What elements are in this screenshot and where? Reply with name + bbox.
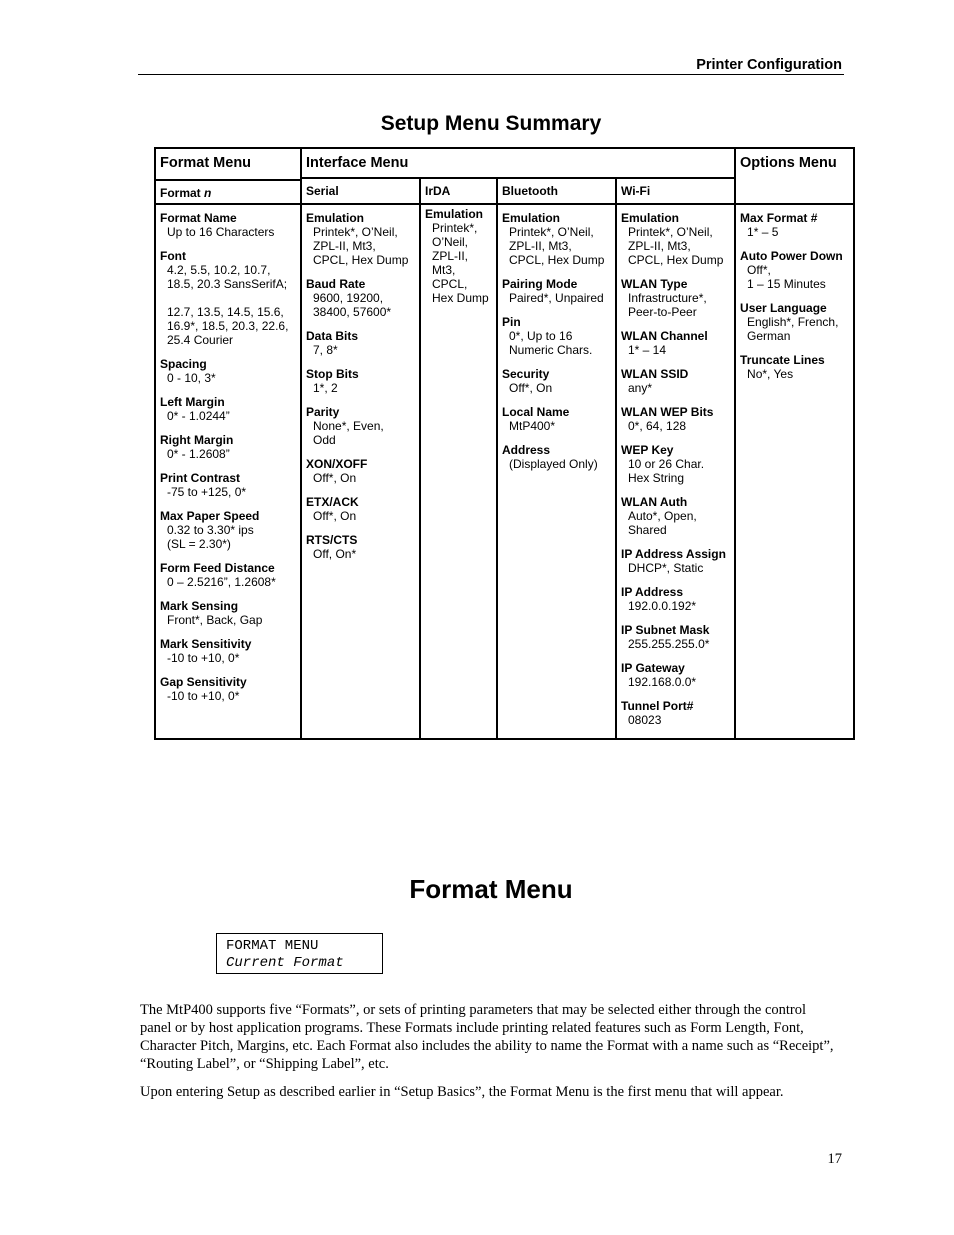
setting-value: Front*, Back, Gap <box>167 613 263 627</box>
setting-item <box>621 623 732 651</box>
setting-item <box>160 433 298 461</box>
format-n-variable: n <box>204 186 212 200</box>
setting-item <box>160 599 298 627</box>
setting-item <box>621 661 732 689</box>
setting-item <box>160 561 298 589</box>
setting-label: Format Name <box>160 211 237 225</box>
options-menu-header: Options Menu <box>735 148 854 204</box>
lcd-line-1: FORMAT MENU <box>226 938 319 954</box>
lcd-line-2: Current Format <box>226 955 344 971</box>
setting-value: DHCP*, Static <box>628 561 704 575</box>
setting-item <box>621 443 732 485</box>
setting-label: Truncate Lines <box>740 353 825 367</box>
setting-item <box>621 699 732 727</box>
setting-item <box>306 457 417 485</box>
format-menu-title: Format Menu <box>409 874 573 904</box>
setting-value: Printek*, O’Neil, ZPL-II, Mt3, CPCL, Hex Dump <box>628 225 724 267</box>
setting-label: WEP Key <box>621 443 674 457</box>
setting-label: Print Contrast <box>160 471 241 485</box>
setting-item <box>306 367 417 395</box>
setting-label: Security <box>502 367 550 381</box>
setting-label: Emulation <box>306 211 365 225</box>
setting-value: Off*, On <box>313 509 357 523</box>
setting-label: Parity <box>306 405 340 419</box>
setting-item <box>306 277 417 319</box>
setting-value: 10 or 26 Char. Hex String <box>628 457 705 485</box>
setting-value: Printek*, O’Neil, ZPL-II, Mt3, CPCL, Hex Dump <box>509 225 605 267</box>
setting-label: ETX/ACK <box>306 495 359 509</box>
setting-label: User Language <box>740 301 827 315</box>
setting-label: Left Margin <box>160 395 225 409</box>
setting-item <box>306 495 417 523</box>
setting-item <box>740 249 851 291</box>
bluetooth-header: Bluetooth <box>497 178 616 204</box>
setting-item <box>306 329 417 357</box>
setting-value: -10 to +10, 0* <box>167 651 240 665</box>
setting-value: 4.2, 5.5, 10.2, 10.7, 18.5, 20.3 SansSerifA; 12.7, 13.5, 14.5, 15.6, 16.9*, 18.5, 20.3, 22.6, 25.4 Courier <box>167 263 289 347</box>
setting-label: Pin <box>502 315 521 329</box>
setting-item <box>306 405 417 447</box>
setting-value: any* <box>628 381 653 395</box>
interface-menu-header: Interface Menu <box>301 148 735 178</box>
setting-label: Max Paper Speed <box>160 509 260 523</box>
setting-item <box>160 471 298 499</box>
setting-label: IP Address Assign <box>621 547 726 561</box>
setting-value: 9600, 19200, 38400, 57600* <box>313 291 392 319</box>
setting-label: Auto Power Down <box>740 249 843 263</box>
setting-label: Font <box>160 249 186 263</box>
setting-value: Printek*, O’Neil, ZPL-II, Mt3, CPCL, Hex Dump <box>432 221 489 305</box>
setting-value: 08023 <box>628 713 662 727</box>
setting-label: Form Feed Distance <box>160 561 275 575</box>
setting-item <box>740 211 851 239</box>
setting-label: Local Name <box>502 405 570 419</box>
setting-value: Off*, On <box>313 471 357 485</box>
setting-item <box>621 405 732 433</box>
setting-value: Off*, On <box>509 381 553 395</box>
setting-value: No*, Yes <box>747 367 794 381</box>
setting-label: IP Gateway <box>621 661 685 675</box>
paragraph: The MtP400 supports five “Formats”, or sets of printing parameters that may be selected either through the control panel or by host application programs. These Formats include printing related features such as Form Length, Font, Character Pitch, Margins, etc. Each Format also includes the ability to name the Format with a name such as “Receipt”, “Routing Label”, or “Shipping Label”, etc. <box>140 1002 834 1072</box>
setting-label: IP Address <box>621 585 684 599</box>
setting-label: Spacing <box>160 357 207 371</box>
setting-item <box>621 585 732 613</box>
setting-item <box>160 211 298 239</box>
setting-item <box>160 509 298 551</box>
setting-item <box>621 495 732 537</box>
setting-label: IP Subnet Mask <box>621 623 710 637</box>
setting-label: Max Format # <box>740 211 818 225</box>
irda-column <box>420 204 497 739</box>
setting-value: 1*, 2 <box>313 381 338 395</box>
setting-value: 192.0.0.192* <box>628 599 697 613</box>
setting-label: WLAN Type <box>621 277 688 291</box>
setting-item <box>160 675 298 703</box>
setting-value: 1* – 14 <box>628 343 667 357</box>
setting-item <box>502 315 613 357</box>
running-header: Printer Configuration <box>696 57 842 73</box>
setting-label: Mark Sensing <box>160 599 239 613</box>
setting-item <box>502 211 613 267</box>
setting-value: 0* - 1.2608” <box>167 447 230 461</box>
setting-label: Mark Sensitivity <box>160 637 252 651</box>
setting-item <box>306 211 417 267</box>
setting-value: Infrastructure*, Peer-to-Peer <box>628 291 707 319</box>
setting-value: 0* - 1.0244” <box>167 409 230 423</box>
serial-header: Serial <box>301 178 420 204</box>
setting-value: 255.255.255.0* <box>628 637 710 651</box>
setting-item <box>502 367 613 395</box>
setting-item <box>160 249 298 347</box>
format-n-header <box>156 179 300 203</box>
summary-title: Setup Menu Summary <box>380 112 602 135</box>
setting-value: -10 to +10, 0* <box>167 689 240 703</box>
setting-item <box>621 329 732 357</box>
setting-label: XON/XOFF <box>306 457 368 471</box>
setting-label: Emulation <box>502 211 561 225</box>
setting-value: Off*, 1 – 15 Minutes <box>747 263 826 291</box>
setting-label: WLAN WEP Bits <box>621 405 714 419</box>
wifi-column <box>616 204 735 739</box>
setting-label: WLAN SSID <box>621 367 689 381</box>
setting-item <box>502 405 613 433</box>
setting-value: 192.168.0.0* <box>628 675 697 689</box>
setting-label: WLAN Auth <box>621 495 688 509</box>
bluetooth-column <box>497 204 616 739</box>
setting-label: Emulation <box>425 207 484 221</box>
setting-label: Address <box>502 443 551 457</box>
setting-value: Auto*, Open, Shared <box>628 509 697 537</box>
setting-label: Emulation <box>621 211 680 225</box>
setting-item <box>621 211 732 267</box>
setting-value: 0.32 to 3.30* ips (SL = 2.30*) <box>167 523 254 551</box>
options-column <box>735 204 854 739</box>
setting-value: 0*, 64, 128 <box>628 419 687 433</box>
setting-item <box>306 533 417 561</box>
setup-menu-summary-table <box>154 147 855 740</box>
page-number: 17 <box>827 1151 842 1167</box>
setting-value: Paired*, Unpaired <box>509 291 604 305</box>
setting-item <box>621 547 732 575</box>
setting-item <box>502 277 613 305</box>
setting-value: None*, Even, Odd <box>313 419 384 447</box>
setting-label: Pairing Mode <box>502 277 578 291</box>
setting-item <box>621 277 732 319</box>
wifi-header: Wi-Fi <box>616 178 735 204</box>
setting-item <box>740 301 851 343</box>
irda-header: IrDA <box>420 178 497 204</box>
format-n-label: Format <box>160 186 205 200</box>
setting-value: Printek*, O’Neil, ZPL-II, Mt3, CPCL, Hex Dump <box>313 225 409 267</box>
setting-item <box>740 353 851 381</box>
setting-value: -75 to +125, 0* <box>167 485 247 499</box>
setting-value: 0 – 2.5216”, 1.2608* <box>167 575 276 589</box>
setting-value: (Displayed Only) <box>509 457 598 471</box>
format-column <box>155 204 301 739</box>
format-menu-header: Format Menu Format n <box>155 148 301 204</box>
setting-item <box>621 367 732 395</box>
setting-item <box>502 443 613 471</box>
setting-label: Right Margin <box>160 433 234 447</box>
setting-label: Baud Rate <box>306 277 366 291</box>
setting-value: 1* – 5 <box>747 225 779 239</box>
setting-label: RTS/CTS <box>306 533 358 547</box>
setting-value: Up to 16 Characters <box>167 225 275 239</box>
setting-label: WLAN Channel <box>621 329 708 343</box>
setting-value: Off, On* <box>313 547 357 561</box>
setting-label: Data Bits <box>306 329 359 343</box>
setting-item <box>160 637 298 665</box>
setting-value: MtP400* <box>509 419 556 433</box>
serial-column <box>301 204 420 739</box>
header-rule <box>138 74 844 75</box>
lcd-display <box>216 933 383 974</box>
setting-value: 0*, Up to 16 Numeric Chars. <box>509 329 593 357</box>
paragraph: Upon entering Setup as described earlier in “Setup Basics”, the Format Menu is the first menu that will appear. <box>140 1084 784 1100</box>
setting-value: English*, French, German <box>747 315 839 343</box>
setting-item <box>160 395 298 423</box>
setting-value: 0 - 10, 3* <box>167 371 216 385</box>
setting-label: Stop Bits <box>306 367 359 381</box>
setting-item <box>160 357 298 385</box>
setting-item <box>425 207 494 305</box>
setting-label: Gap Sensitivity <box>160 675 247 689</box>
setting-value: 7, 8* <box>313 343 338 357</box>
setting-label: Tunnel Port# <box>621 699 694 713</box>
